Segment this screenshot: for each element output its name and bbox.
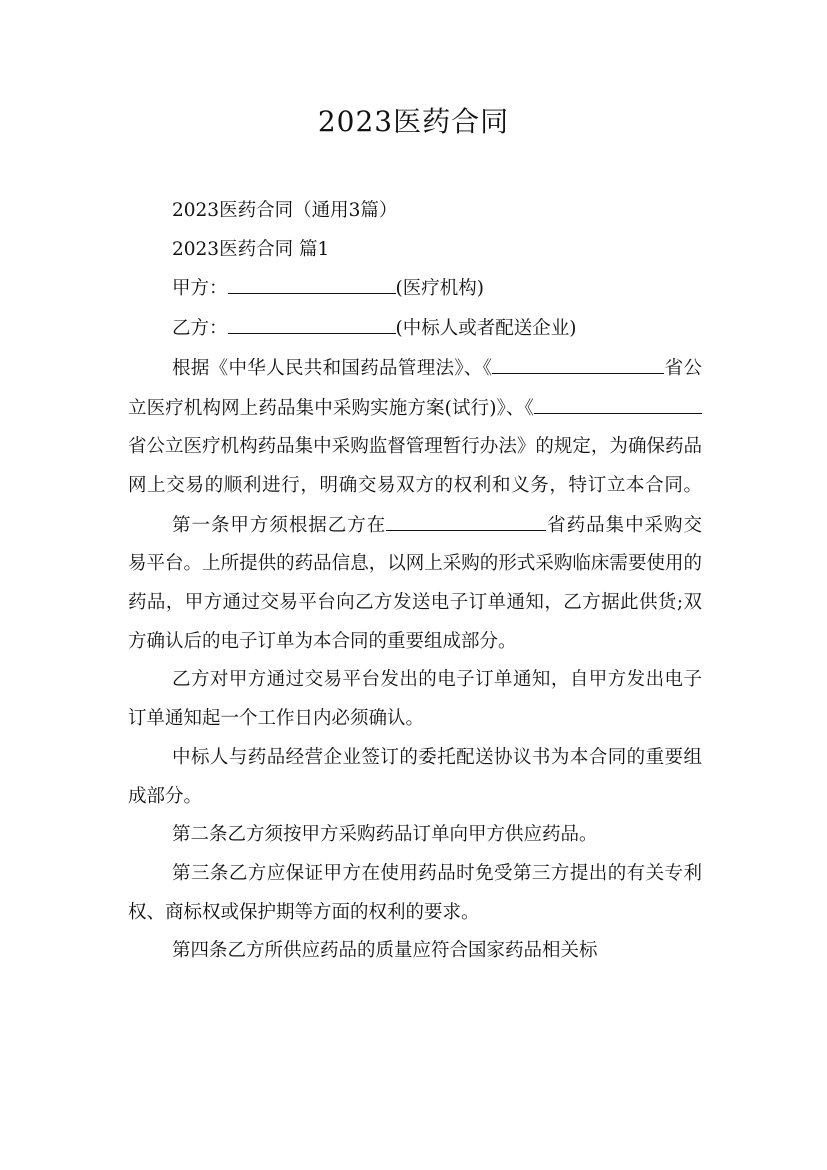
province-blank-1	[492, 349, 664, 374]
paragraph-article-3: 第三条乙方应保证甲方在使用药品时免受第三方提出的有关专利权、商标权或保护期等方面的权利的要求。	[128, 862, 702, 923]
party-b-blank	[228, 309, 396, 334]
party-b-type: (中标人或者配送企业)	[395, 318, 577, 340]
paragraph-article-2: 第二条乙方须按甲方采购药品订单向甲方供应药品。	[172, 824, 598, 846]
paragraph-subtitle: 2023医药合同（通用3篇）	[172, 200, 398, 221]
legal-basis-text-a: 根据《中华人民共和国药品管理法》、《	[172, 357, 493, 379]
paragraph-order-confirmation: 乙方对甲方通过交易平台发出的电子订单通知，自甲方发出电子订单通知起一个工作日内必须确认。	[128, 669, 702, 730]
province-blank-3	[386, 506, 546, 531]
province-blank-2	[534, 389, 702, 414]
legal-basis-text-b: 省公立医疗机构网上药品集中采购实施方案(试行)》、《	[128, 357, 702, 419]
party-a-line	[128, 269, 702, 309]
party-a-type: (医疗机构)	[395, 278, 484, 300]
article-1-text-a: 第一条甲方须根据乙方在	[172, 514, 387, 536]
article-1-text-b: 省药品集中采购交易平台。上所提供的药品信息，以网上采购的形式采购临床需要使用的药品，甲方通过交易平台向乙方发送电子订单通知，乙方据此供货;双方确认后的电子订单为本合同的重要组成部分。	[128, 514, 702, 652]
paragraph-article-4: 第四条乙方所供应药品的质量应符合国家药品相关标	[172, 940, 598, 962]
paragraph-section-heading: 2023医药合同 篇1	[172, 238, 330, 260]
legal-basis-text-c: 省公立医疗机构药品集中采购监督管理暂行办法》的规定，为确保药品网上交易的顺利进行，明确交易双方的权利和义务，特订立本合同。	[128, 436, 702, 496]
party-a-blank	[228, 269, 396, 294]
party-b-line	[128, 309, 702, 349]
party-a-label: 甲方：	[172, 278, 228, 300]
party-b-label: 乙方：	[172, 318, 228, 340]
document-title: 2023医药合同	[317, 105, 510, 138]
paragraph-delegation: 中标人与药品经营企业签订的委托配送协议书为本合同的重要组成部分。	[128, 746, 702, 807]
document-body	[128, 192, 702, 971]
paragraph-legal-basis	[128, 349, 702, 506]
paragraph-article-1	[128, 506, 702, 662]
